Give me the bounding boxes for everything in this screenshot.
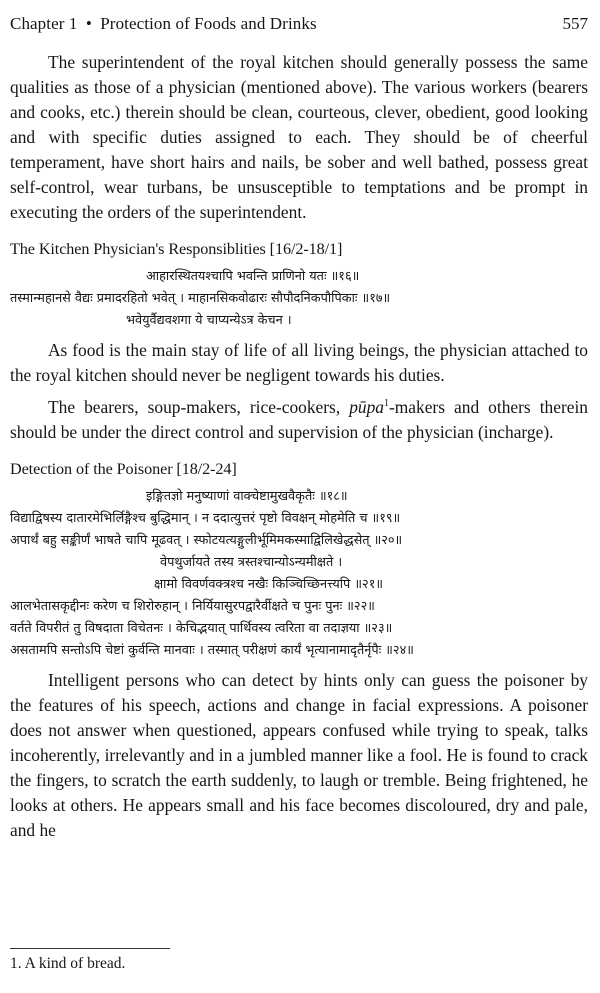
paragraph-food-main-stay: As food is the main stay of life of all living beings, the physician attached to the royal kitchen should never be negligent towards his duties.	[10, 340, 588, 385]
verse-line: आलभेतासकृद्दीनः करेण च शिरोरुहान् । निर्यियासुरपद्वारैर्वीक्षते च पुनः पुनः ॥२२॥	[10, 599, 375, 614]
footnote-divider	[10, 948, 170, 949]
section-heading-kitchen-physician: The Kitchen Physician's Responsiblities [16/2-18/1]	[10, 240, 343, 258]
verse-line: भवेयुर्वैद्यवशगा ये चाप्यन्येऽत्र केचन ।	[126, 313, 292, 328]
chapter-name: Protection of Foods and Drinks	[100, 14, 317, 33]
footnote-marker: 1	[383, 398, 389, 410]
section-heading-poisoner: Detection of the Poisoner [18/2-24]	[10, 460, 237, 478]
paragraph-poisoner-signs: Intelligent persons who can detect by hints only can guess the poisoner by the features of his speech, actions and change in facial expressions. A poisoner does not answer when questioned, appears confused while trying to speak, talks incoherently, irrelevantly and in a jumbled manner like a fool. He is found to crack the fingers, to scratch the earth suddenly, to laugh or tremble. Being frightened, he looks at others. He appears small and his face becomes discoloured, dry and pale, and he	[10, 670, 588, 840]
paragraph-kitchen-superintendent: The superintendent of the royal kitchen should generally possess the same qualities as those of a physician (mentioned above). The various workers (bearers and cooks, etc.) therein should be clean, courteous, clever, obedient, good looking and with specific duties assigned to each. They should be of cheerful temperament, have short hairs and nails, be sober and well bathed, possess great self-control, wear turbans, be unsusceptible to temptations and be prompt in executing the orders of the superintendent.	[10, 52, 588, 222]
running-header	[10, 14, 588, 36]
bullet-separator: •	[85, 14, 92, 33]
chapter-title	[10, 14, 317, 34]
verse-line: वेपथुर्जायते तस्य त्रस्तश्चान्योऽन्यमीक्षते ।	[160, 555, 343, 570]
book-page	[10, 14, 588, 984]
chapter-label: Chapter 1	[10, 14, 78, 33]
paragraph-bearers	[10, 395, 588, 445]
italic-term: pūpa	[349, 397, 384, 417]
sanskrit-verses-16-18	[10, 266, 588, 332]
verse-line: वर्तते विपरीतं तु विषदाता विचेतनः । केचिद्भयात् पार्थिवस्य त्वरिता वा तदाज्ञया ॥२३॥	[10, 621, 393, 636]
paragraph-text: The bearers, soup-makers, rice-cookers,	[48, 397, 350, 417]
sanskrit-verses-18-24	[10, 486, 588, 662]
paragraph-text: -makers and others therein should be under the direct control and supervision of the physician (incharge).	[10, 397, 588, 442]
verse-line: आहारस्थितयश्चापि भवन्ति प्राणिनो यतः ॥१६॥	[146, 269, 360, 284]
verse-line: क्षामो विवर्णवक्त्रश्च नखैः किञ्चिच्छिनत्त्यपि ॥२१॥	[154, 577, 384, 592]
verse-line: तस्मान्महानसे वैद्यः प्रमादरहितो भवेत् । माहानसिकवोढारः सौपौदनिकपौपिकाः ॥१७॥	[10, 291, 391, 306]
page-number: 557	[562, 14, 588, 33]
footnote: 1. A kind of bread.	[10, 955, 126, 972]
verse-line: असतामपि सन्तोऽपि चेष्टां कुर्वन्ति मानवाः । तस्मात् परीक्षणं कार्यं भृत्यानामादृतैर्नृपैः ॥२४॥	[10, 643, 414, 658]
verse-line: विद्याद्विषस्य दातारमेभिर्लिङ्गैश्च बुद्धिमान् । न ददात्युत्तरं पृष्टो विवक्षन् मोहमेति च ॥१९॥	[10, 511, 401, 526]
verse-line: इङ्गितज्ञो मनुष्याणां वाक्चेष्टामुखवैकृतैः ॥१८॥	[146, 489, 348, 504]
verse-line: अपार्थं बहु सङ्कीर्णं भाषते चापि मूढवत् । स्फोटयत्यङ्गुलीर्भूमिमकस्माद्विलिखेद्धसेत् ॥२०॥	[10, 533, 403, 548]
